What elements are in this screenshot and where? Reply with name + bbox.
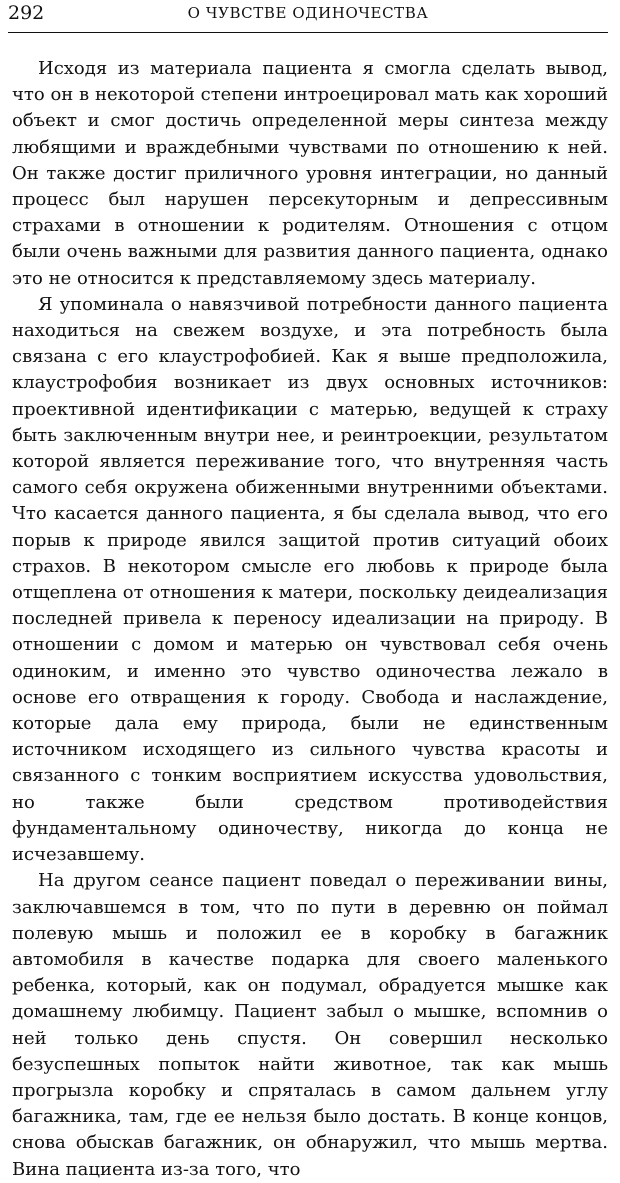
paragraph: Я упоминала о навязчивой потребности данного пациента находиться на свежем воздухе, и эта потребность была связана с его клаустрофобией. Как я выше предположила, клаустрофобия возникает из двух основных источников: проективной идентификации с матерью, ведущей к страху быть заключенным внутри нее, и реинтроекции, результатом которой является переживание того, что внутренняя часть самого себя окружена обиженными внутренними объектами. Что касается данного пациента, я бы сделала вывод, что его порыв к природе явился защитой против ситуаций обоих страхов. В некотором смысле его любовь к природе была отщеплена от отношения к матери, поскольку деидеализация последней привела к переносу идеализации на природу. В отношении с домом и матерью он чувствовал себя очень одиноким, и именно это чувство одиночества лежало в основе его отвращения к городу. Свобода и наслаждение, которые дала ему природа, были не единственным источником исходящего из сильного чувства красоты и связанного с тонким восприятием искусства удовольствия, но также были средством противодействия фундаментальному одиночеству, никогда до конца не исчезавшему.: [12, 293, 608, 866]
page-number: 292: [8, 2, 45, 24]
body-text: [12, 56, 608, 1183]
page-header: [8, 0, 608, 40]
paragraph: Исходя из материала пациента я смогла сделать вывод, что он в некоторой степени интроецировал мать как хороший объект и смог достичь определенной меры синтеза между любящими и враждебными чувствами по отношению к ней. Он также достиг приличного уровня интеграции, но данный процесс был нарушен персекуторным и депрессивным страхами в отношении к родителям. Отношения с отцом были очень важными для развития данного пациента, однако это не относится к представляемому здесь материалу.: [12, 58, 608, 289]
running-title: О ЧУВСТВЕ ОДИНОЧЕСТВА: [187, 4, 429, 22]
paragraph: На другом сеансе пациент поведал о переживании вины, заключавшемся в том, что по пути в деревню он поймал полевую мышь и положил ее в коробку в багажник автомобиля в качестве подарка для своего маленького ребенка, который, как он подумал, обрадуется мышке как домашнему любимцу. Пациент забыл о мышке, вспомнив о ней только день спустя. Он совершил несколько безуспешных попыток найти животное, так как мышь прогрызла коробку и спряталась в самом дальнем углу багажника, там, где ее нельзя было достать. В конце концов, снова обыскав багажник, он обнаружил, что мышь мертва. Вина пациента из-за того, что: [12, 870, 608, 1180]
header-rule: [8, 32, 608, 33]
